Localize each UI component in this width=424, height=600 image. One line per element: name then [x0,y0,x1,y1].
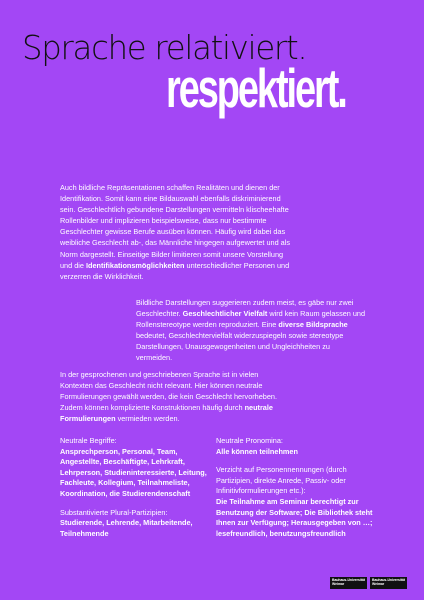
left-column [60,436,210,539]
paragraph-highlight: neutrale Formulierungen [60,403,273,424]
university-logo: Bauhaus-Universität Weimar [330,577,367,589]
term-list: Alle können teilnehmen [216,446,298,456]
paragraph-text: Bildliche Darstellungen suggerieren zudem meist, es gäbe nur zwei Geschlechter. [136,298,354,319]
section-heading: Substantivierte Plural-Partizipien: [60,507,168,517]
paragraph-text: In der gesprochenen und geschriebenen Sprache ist in vielen Kontexten das Geschlecht nicht relevant. Hier können neutrale Formulierungen gewählt werden, die kein Geschlecht hervorheben. Zudem können komplizierte Konstruktionen häufig durch [60,370,278,413]
paragraph-images [60,182,290,282]
paragraph-language [60,369,292,424]
right-column [216,436,374,539]
paragraph-text: wird kein Raum gelassen und Rollenstereotype werden reproduziert. Eine [136,309,366,330]
paragraph-text: bedeutet, Geschlechtervielfalt widerzuspiegeln sowie stereotype Darstellungen, Unausgewogenheiten und Ungleichheiten zu vermeiden. [136,331,344,363]
paragraph-text: Auch bildliche Repräsentationen schaffen Realitäten und dienen der Identifikation. Somit kann eine Bildauswahl ebenfalls diskriminierend sein. Geschlechtlich gebundene Darstellungen vermitteln klischeehafte Rollenbilder und implizieren beispielsweise, dass nur bestimmte Geschlechter gewisse Berufe ausüben können. Häufig wird dabei das weibliche Geschlecht ab-, das Männliche hingegen aufgewertet und als Norm dargestellt. Einseitige Bilder limitieren somit unsere Vorstellung und die [60,183,290,270]
section-heading: Verzicht auf Personennennungen (durch Partizipien, direkte Anrede, Passiv- oder Infinitivformulierungen etc.): [216,465,347,496]
paragraph-highlight: diverse Bildsprache [278,320,348,330]
title-line-1: Sprache relativiert. [22,28,307,67]
paragraph-text: vermieden werden. [115,414,180,424]
term-list: Die Teilnahme am Seminar berechtigt zur Benutzung der Software; Die Bibliothek steht Ihnen zur Verfügung; Herausgegeben von …; lesefreundlich, benutzungsfreundlich [216,496,373,538]
paragraph-highlight: Geschlechtlicher Vielfalt [182,309,268,319]
paragraph-highlight: Identifikationsmöglichkeiten [85,260,185,270]
title-line-2: respektiert. [166,57,346,119]
university-logo: Bauhaus-Universität Weimar [370,577,407,589]
paragraph-diversity [136,297,368,364]
term-list: Studierende, Lehrende, Mitarbeitende, Teilnehmende [60,518,193,538]
term-list: Ansprechperson, Personal, Team, Angestellte, Beschäftigte, Lehrkraft, Lehrperson, Studieninteressierte, Leitung, Fachleute, Kollegium, Teilnahmeliste, Koordination, die Studierendenschaft [60,446,207,498]
paragraph-text: unterschiedlicher Personen und verzerren die Wirklichkeit. [60,260,290,281]
section-heading: Neutrale Pronomina: [216,436,283,445]
section-heading: Neutrale Begriffe: [60,436,117,445]
